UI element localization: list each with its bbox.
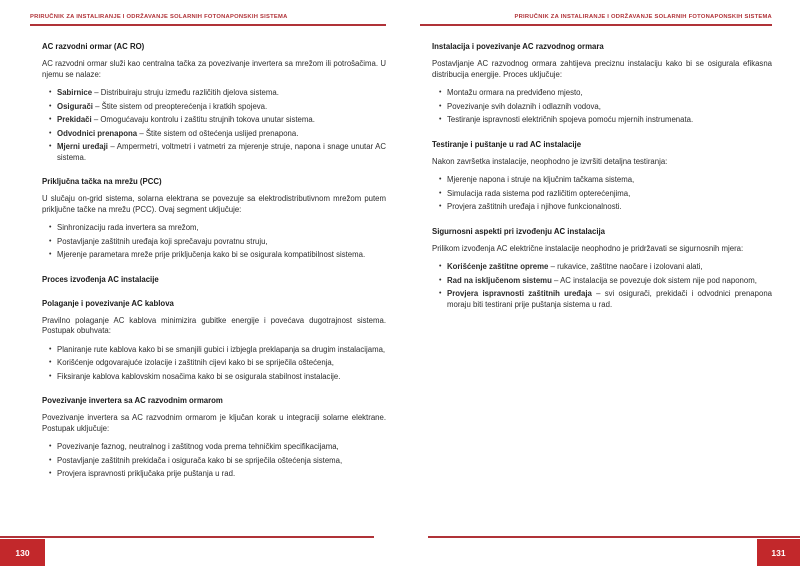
- bullet-term: Rad na isključenom sistemu: [447, 275, 552, 285]
- footer-rule-left: [0, 536, 374, 538]
- bullet-text: Mjerenje parametara mreže prije priključenja kako bi se osigurala kompatibilnost sistema.: [57, 250, 366, 259]
- list-item: [49, 442, 386, 453]
- bullet-text: Montažu ormara na predviđeno mjesto,: [447, 88, 583, 97]
- section-heading: Priključna tačka na mrežu (PCC): [42, 177, 162, 186]
- bullet-list: [42, 223, 386, 261]
- list-item: [439, 102, 772, 113]
- list-item: [439, 175, 772, 186]
- section-povezivanje-invertera: [42, 396, 386, 480]
- section-proces-izvodjenja: [42, 275, 386, 285]
- list-item: [49, 223, 386, 234]
- list-item: [439, 88, 772, 99]
- list-item: [439, 189, 772, 200]
- section-paragraph: U slučaju on-grid sistema, solarna elektrana se povezuje sa elektrodistributivnom mrežom putem priključne tačke na mrežu (PCC). Ovaj segment uključuje:: [42, 194, 386, 214]
- bullet-text: Planiranje rute kablova kako bi se smanjili gubici i izbjegla preklapanja sa drugim instalacijama,: [57, 344, 386, 354]
- bullet-text: – rukavice, zaštitne naočare i izolovani alati,: [548, 262, 703, 271]
- list-item: [49, 250, 386, 261]
- section-pcc: [42, 177, 386, 261]
- bullet-text: – Štite sistem od preopterećenja i kratkih spojeva.: [92, 101, 268, 111]
- footer-rule-right: [428, 536, 800, 538]
- bullet-text: Provjera zaštitnih uređaja i njihove funkcionalnosti.: [447, 202, 622, 211]
- bullet-text: – AC instalacija se povezuje dok sistem nije pod naponom,: [551, 275, 757, 285]
- list-item: [49, 469, 386, 480]
- list-item: [49, 102, 386, 113]
- list-item: [49, 142, 386, 163]
- list-item: [49, 129, 386, 140]
- bullet-text: Mjerenje napona i struje na ključnim tačkama sistema,: [447, 175, 635, 184]
- bullet-term: Mjerni uređaji: [57, 142, 108, 151]
- bullet-term: Provjera ispravnosti zaštitnih uređaja: [447, 289, 592, 298]
- list-item: [439, 276, 772, 287]
- left-page-content: [42, 42, 386, 483]
- section-heading: Polaganje i povezivanje AC kablova: [42, 298, 174, 308]
- bullet-text: Testiranje ispravnosti električnih spojeva pomoću mjernih instrumenata.: [447, 115, 694, 124]
- bullet-text: Postavljanje zaštitnih uređaja koji sprečavaju povratnu struju,: [57, 236, 268, 246]
- list-item: [439, 262, 772, 273]
- bullet-text: Povezivanje faznog, neutralnog i zaštitnog voda prema tehničkim specifikacijama,: [57, 442, 339, 451]
- page-number-right: 131: [757, 539, 800, 566]
- section-instalacija-ormara: [432, 42, 772, 126]
- bullet-text: Simulacija rada sistema pod različitim opterećenjima,: [447, 188, 631, 198]
- section-heading: Proces izvođenja AC instalacije: [42, 274, 159, 284]
- bullet-text: – Omogućavaju kontrolu i zaštitu strujnih tokova unutar sistema.: [91, 115, 315, 124]
- bullet-list: [432, 88, 772, 126]
- bullet-term: Osigurači: [57, 101, 93, 111]
- section-testiranje: [432, 140, 772, 213]
- bullet-list: [432, 262, 772, 310]
- bullet-text: – svi osigurači, prekidači i odvodnici prenapona moraju biti testirani prije puštanja sistema u rad.: [447, 289, 772, 309]
- running-header-left: PRIRUČNIK ZA INSTALIRANJE I ODRŽAVANJE SOLARNIH FOTONAPONSKIH SISTEMA: [30, 13, 386, 26]
- bullet-text: Postavljanje zaštitnih prekidača i osigurača kako bi se spriječila oštećenja sistema,: [57, 455, 343, 465]
- section-polaganje-kablova: [42, 299, 386, 383]
- list-item: [49, 372, 386, 383]
- list-item: [439, 202, 772, 213]
- section-sigurnosni-aspekti: [432, 227, 772, 311]
- section-heading: AC razvodni ormar (AC RO): [42, 42, 145, 51]
- bullet-list: [42, 88, 386, 163]
- bullet-term: Sabirnice: [57, 88, 93, 97]
- list-item: [439, 289, 772, 310]
- bullet-text: – Distribuiraju struju između različitih djelova sistema.: [92, 88, 279, 97]
- bullet-list: [42, 345, 386, 383]
- list-item: [439, 115, 772, 126]
- section-paragraph: Nakon završetka instalacije, neophodno je izvršiti detaljna testiranja:: [432, 156, 668, 166]
- list-item: [49, 345, 386, 356]
- bullet-text: Provjera ispravnosti priključaka prije puštanja u rad.: [57, 469, 236, 478]
- bullet-list: [42, 442, 386, 480]
- section-paragraph: Povezivanje invertera sa AC razvodnim ormarom je ključan korak u integraciji solarne elektrane. Postupak uključuje:: [42, 413, 386, 433]
- list-item: [49, 358, 386, 369]
- bullet-term: Odvodnici prenapona: [57, 128, 138, 138]
- section-heading: Testiranje i puštanje u rad AC instalacije: [432, 139, 582, 149]
- page-number-left: 130: [0, 539, 45, 566]
- list-item: [49, 115, 386, 126]
- section-heading: Sigurnosni aspekti pri izvođenju AC instalacija: [432, 226, 606, 236]
- right-page-content: [432, 42, 772, 313]
- section-ac-razvodni-ormar: [42, 42, 386, 163]
- bullet-text: Fiksiranje kablova kablovskim nosačima kako bi se osigurala stabilnost instalacije.: [57, 371, 341, 381]
- bullet-list: [432, 175, 772, 213]
- bullet-text: Sinhronizaciju rada invertera sa mrežom,: [57, 223, 199, 232]
- bullet-term: Prekidači: [57, 115, 92, 124]
- bullet-text: Povezivanje svih dolaznih i odlaznih vodova,: [447, 101, 601, 111]
- section-paragraph: Pravilno polaganje AC kablova minimizira gubitke energije i povećava dugotrajnost sistema. Postupak obuhvata:: [42, 315, 386, 335]
- running-header-right: PRIRUČNIK ZA INSTALIRANJE I ODRŽAVANJE SOLARNIH FOTONAPONSKIH SISTEMA: [420, 13, 772, 26]
- bullet-text: – Štite sistem od oštećenja uslijed prenapona.: [137, 128, 299, 138]
- bullet-text: Korišćenje odgovarajuće izolacije i zaštitnih cijevi kako bi se spriječila oštećenja,: [57, 358, 334, 367]
- section-heading: Povezivanje invertera sa AC razvodnim ormarom: [42, 396, 223, 405]
- section-paragraph: Postavljanje AC razvodnog ormara zahtijeva preciznu instalaciju kako bi se osigurala efikasna distribucija energije. Proces uključuje:: [432, 59, 772, 79]
- section-paragraph: Prilikom izvođenja AC električne instalacije neophodno je pridržavati se sigurnosnih mjera:: [432, 243, 744, 253]
- section-paragraph: AC razvodni ormar služi kao centralna tačka za povezivanje invertera sa mrežom ili potrošačima. U njemu se nalaze:: [42, 59, 386, 79]
- bullet-text: – Ampermetri, voltmetri i vatmetri za mjerenje struje, napona i snage unutar AC sistema.: [57, 142, 386, 162]
- list-item: [49, 237, 386, 248]
- bullet-term: Korišćenje zaštitne opreme: [447, 262, 549, 271]
- list-item: [49, 456, 386, 467]
- list-item: [49, 88, 386, 99]
- section-heading: Instalacija i povezivanje AC razvodnog ormara: [432, 42, 604, 51]
